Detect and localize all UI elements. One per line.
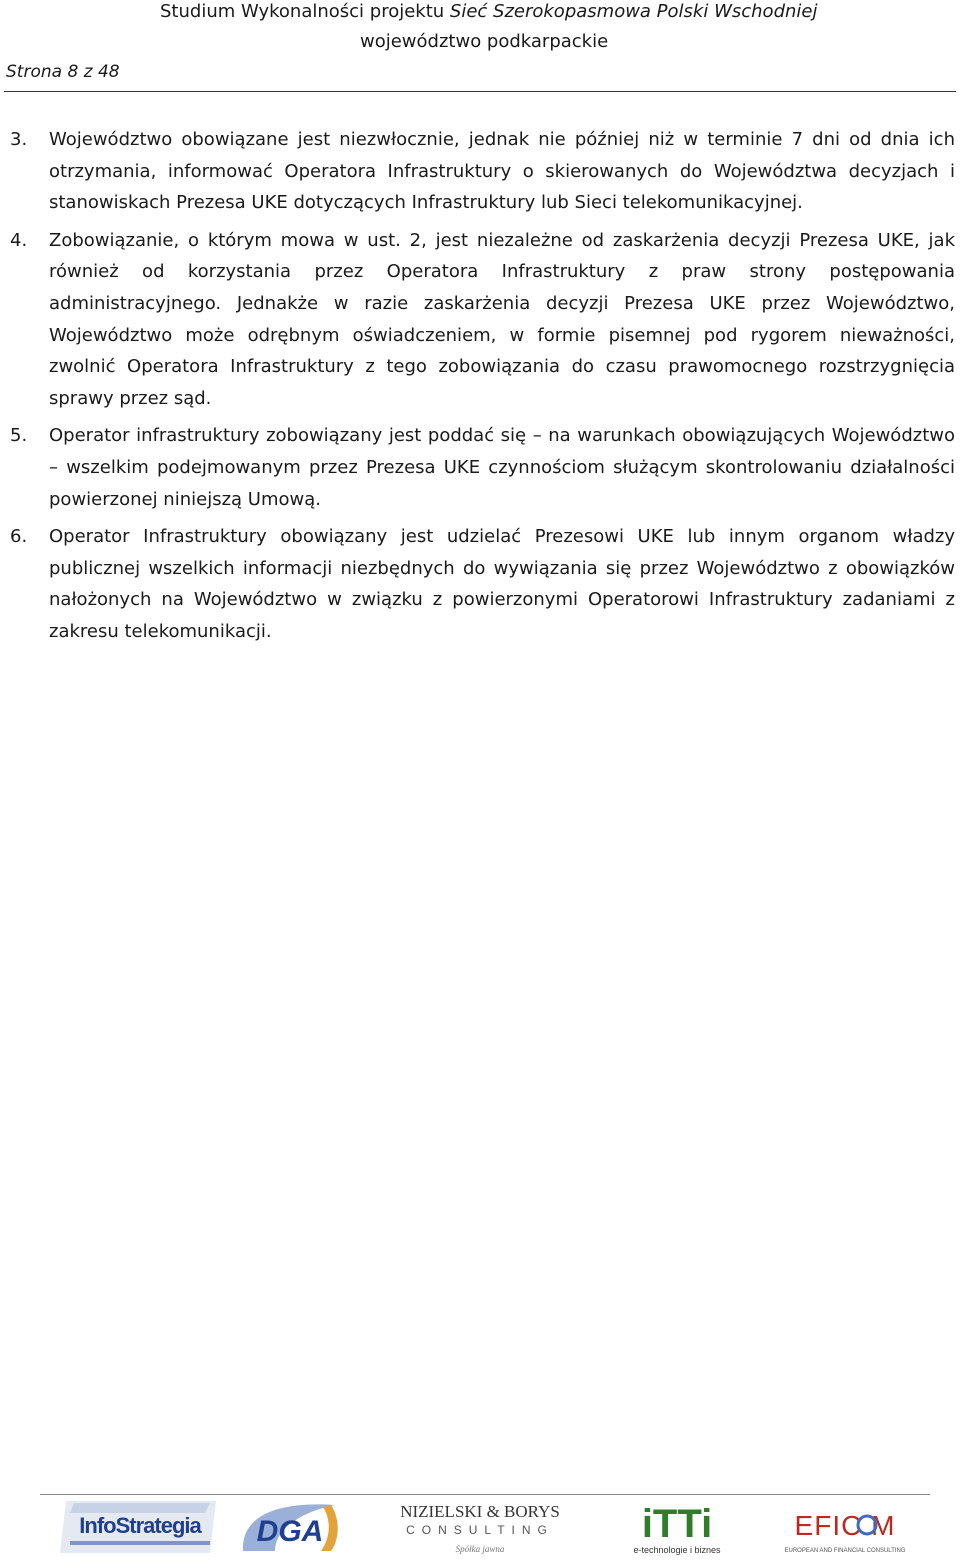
svg-text:InfoStrategia: InfoStrategia: [79, 1513, 201, 1538]
svg-text:e-technologie i biznes: e-technologie i biznes: [633, 1545, 721, 1555]
paragraph-3: [10, 124, 955, 219]
nizielski-borys-logo: [400, 1497, 560, 1559]
paragraph-text: Operator Infrastruktury obowiązany jest udzielać Prezesowi UKE lub innym organom władzy publicznej wszelkich informacji niezbędnych do wywiązania się przez Województwo z obowiązków nałożonych na Województwo w związku z powierzonymi Operatorowi Infrastruktury zadaniami z zakresu telekomunikacji.: [49, 526, 955, 642]
svg-text:CONSULTING: CONSULTING: [406, 1523, 554, 1537]
svg-text:NIZIELSKI & BORYS: NIZIELSKI & BORYS: [400, 1502, 560, 1521]
svg-text:iTTi: iTTi: [641, 1502, 713, 1546]
paragraph-text: Operator infrastruktury zobowiązany jest poddać się – na warunkach obowiązujących Województwo – wszelkim podejmowanym przez Prezesa UKE czynnościom służącym skontrolowaniu działalności powierzonej niniejszą Umową.: [49, 425, 955, 510]
svg-text:EFIC M: EFIC M: [794, 1510, 896, 1541]
paragraph-6: [10, 521, 955, 647]
footer-logos: [40, 1497, 930, 1559]
paragraph-number: 4.: [10, 229, 28, 251]
project-name: Sieć Szerokopasmowa Polski Wschodniej: [449, 1, 818, 22]
itti-logo: [615, 1497, 740, 1559]
paragraph-5: [10, 420, 955, 515]
document-title: [160, 0, 817, 24]
svg-text:Spółka jawna: Spółka jawna: [455, 1544, 505, 1554]
paragraph-text: Zobowiązanie, o którym mowa w ust. 2, jest niezależne od zaskarżenia decyzji Prezesa UKE, jak również od korzystania przez Operatora Infrastruktury z praw strony postępowania administracyjnego. Jednakże w razie zaskarżenia decyzji Prezesa UKE przez Województwo, Województwo może odrębnym oświadczeniem, w formie pisemnej pod rygorem nieważności, zwolnić Operatora Infrastruktury z tego zobowiązania do czasu prawomocnego rozstrzygnięcia sprawy przez sąd.: [49, 229, 955, 409]
header-divider: [4, 91, 956, 92]
page-number: Strona 8 z 48: [6, 62, 120, 82]
svg-text:EUROPEAN AND FINANCIAL CONSULT: EUROPEAN AND FINANCIAL CONSULTING: [784, 1548, 906, 1554]
paragraph-4: [10, 225, 955, 415]
svg-text:DGA: DGA: [256, 1515, 324, 1548]
footer-divider: [40, 1494, 930, 1495]
infostrategia-logo: [60, 1497, 220, 1559]
title-prefix: Studium Wykonalności projektu: [160, 1, 450, 22]
paragraph-number: 5.: [10, 425, 28, 447]
eficom-logo: [775, 1497, 915, 1559]
paragraph-number: 3.: [10, 129, 28, 150]
page-header: [0, 0, 960, 92]
region-name: województwo podkarpackie: [360, 31, 609, 52]
paragraph-number: 6.: [10, 526, 28, 548]
dga-logo: [235, 1497, 345, 1559]
document-body: [10, 124, 955, 654]
paragraph-text: Województwo obowiązane jest niezwłocznie, jednak nie później niż w terminie 7 dni od dnia ich otrzymania, informować Operatora Infrastruktury o skierowanych do Województwa decyzjach i stanowiskach Prezesa UKE dotyczących Infrastruktury lub Sieci telekomunikacyjnej.: [49, 129, 955, 214]
